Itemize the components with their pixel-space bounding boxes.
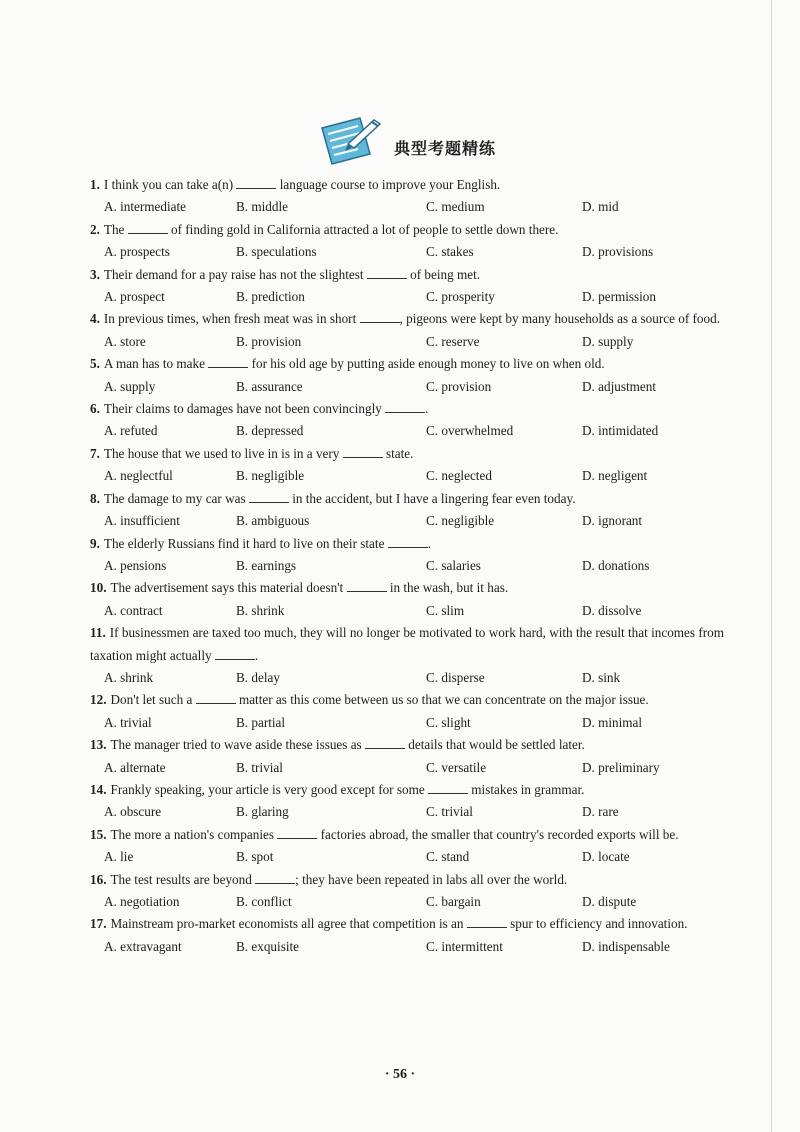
question-item [90,174,724,219]
answer-option: C. salaries [426,557,481,573]
answer-option: C. prosperity [426,289,495,305]
answer-blank [367,266,407,279]
question-text: Their demand for a pay raise has not the slightest [103,266,367,282]
answer-option: C. intermittent [426,938,503,954]
answer-blank [365,736,405,749]
question-text: in the accident, but I have a lingering fear even today. [288,490,576,506]
question-text: details that would be settled later. [405,737,585,753]
question-item [90,869,724,914]
question-item [90,779,724,824]
section-title: 典型考题精练 [393,138,496,158]
question-text: factories abroad, the smaller that country's recorded exports will be. [317,826,679,842]
question-stem [90,734,724,756]
answer-option: B. assurance [236,378,303,394]
question-text: . [425,401,429,417]
question-stem [90,219,724,241]
question-number: 1. [90,177,100,192]
question-stem [90,869,724,891]
question-stem [90,577,724,599]
question-text: Their claims to damages have not been convincingly [103,401,386,417]
question-text: A man has to make [103,356,209,372]
answer-option: D. sink [582,669,621,685]
question-text: . [254,647,259,663]
answer-blank [388,535,428,548]
answer-option: A. supply [104,378,156,394]
answer-option: D. mid [582,199,619,215]
question-number: 15. [90,826,107,842]
answer-options [90,241,724,263]
answer-option: D. dispute [582,894,637,909]
answer-option: D. preliminary [582,759,660,775]
answer-option: B. glaring [236,804,289,820]
answer-option: D. ignorant [582,513,643,529]
answer-option: D. permission [582,289,656,305]
answer-blank [385,400,425,413]
answer-blank [215,647,255,660]
answer-option: B. exquisite [236,938,300,954]
question-item [90,264,724,309]
question-number: 12. [90,692,107,708]
question-number: 17. [90,916,107,932]
answer-option: A. neglectful [104,468,173,484]
answer-blank [277,826,317,839]
question-item [90,488,724,533]
question-text: spur to efficiency and innovation. [506,916,688,932]
question-stem [90,353,724,375]
answer-options [90,286,724,308]
question-text: The more a nation's companies [110,826,278,842]
question-text: In previous times, when fresh meat was in short [103,311,360,327]
question-stem [90,824,724,846]
question-number: 8. [90,490,100,506]
answer-option: D. intimidated [582,423,659,439]
question-stem [90,779,724,801]
answer-option: A. negotiation [104,894,180,909]
question-item [90,353,724,398]
question-text: language course to improve your English. [276,177,501,192]
answer-option: D. dissolve [582,602,642,618]
answer-option: D. provisions [582,244,654,260]
answer-option: C. slight [426,714,471,730]
answer-options [90,757,724,779]
answer-option: B. prediction [236,289,305,305]
question-number: 7. [90,445,100,461]
answer-blank [343,445,383,458]
question-stem [90,488,724,510]
answer-blank [236,176,276,189]
question-stem [90,533,724,555]
answer-option: A. alternate [104,759,166,775]
question-text: I think you can take a(n) [103,177,237,192]
answer-blank [255,871,295,884]
pen-and-paper-icon [314,110,388,170]
question-text: state. [382,445,414,461]
answer-options [90,891,724,913]
question-stem [90,622,724,667]
answer-blank [128,221,168,234]
question-text: The test results are beyond [110,871,256,887]
question-number: 4. [90,311,100,327]
question-item [90,577,724,622]
question-number: 16. [90,871,107,887]
question-item [90,913,724,958]
question-item [90,219,724,264]
question-item [90,443,724,488]
answer-option: C. negligible [426,513,495,529]
question-text: of finding gold in California attracted a lot of people to settle down there. [167,221,559,237]
question-number: 14. [90,781,107,797]
answer-options [90,376,724,398]
answer-option: C. trivial [426,804,473,820]
answer-option: A. contract [104,602,163,618]
question-text: The [103,221,128,237]
question-number: 9. [90,535,100,551]
answer-option: A. pensions [104,557,167,573]
question-text: in the wash, but it has. [386,580,509,596]
question-stem [90,689,724,711]
answer-options [90,712,724,734]
question-number: 13. [90,737,107,753]
answer-option: A. refuted [104,423,158,439]
answer-options [90,420,724,442]
answer-option: B. provision [236,333,302,349]
question-number: 3. [90,266,100,282]
answer-option: A. trivial [104,714,152,730]
answer-blank [360,310,400,323]
question-text: matter as this come between us so that we can concentrate on the major issue. [235,692,649,708]
answer-option: C. bargain [426,894,481,909]
question-stem [90,264,724,286]
answer-option: D. adjustment [582,378,656,394]
answer-option: A. insufficient [104,513,180,529]
question-number: 5. [90,356,100,372]
question-text: mistakes in grammar. [468,781,585,797]
answer-options [90,801,724,823]
question-text: The manager tried to wave aside these issues as [110,737,365,753]
answer-blank [428,781,468,794]
question-text: Mainstream pro-market economists all agree that competition is an [110,916,467,932]
answer-option: D. supply [582,333,634,349]
answer-option: A. intermediate [104,199,187,215]
question-item [90,398,724,443]
answer-option: B. depressed [236,423,304,439]
question-text: of being met. [406,266,481,282]
question-number: 2. [90,221,100,237]
answer-option: B. speculations [236,244,317,260]
answer-option: B. negligible [236,468,305,484]
page-number: · 56 · [384,1067,416,1082]
answer-option: A. shrink [104,669,154,685]
question-stem [90,913,724,935]
answer-blank [249,490,289,503]
answer-option: D. donations [582,557,650,573]
answer-blank [208,355,248,368]
question-stem [90,174,724,196]
answer-options [90,600,724,622]
answer-option: D. negligent [582,468,648,484]
question-text: The elderly Russians find it hard to live on their state [103,535,388,551]
answer-blank [196,691,236,704]
answer-option: C. medium [426,199,485,215]
answer-blank [467,915,507,928]
answer-option: D. minimal [582,714,643,730]
answer-option: A. extravagant [104,938,182,954]
answer-option: B. ambiguous [236,513,310,529]
answer-option: B. trivial [236,759,283,775]
question-text: The damage to my car was [103,490,249,506]
answer-options [90,196,724,218]
answer-option: A. lie [104,849,134,865]
answer-option: B. conflict [236,894,292,909]
answer-options [90,465,724,487]
answer-option: D. rare [582,804,619,820]
question-text: If businessmen are taxed too much, they will no longer be motivated to work hard, with the result that incomes from taxation might actually [90,625,724,663]
answer-option: C. versatile [426,759,487,775]
question-item [90,734,724,779]
answer-option: A. prospect [104,289,165,305]
answer-option: C. provision [426,378,492,394]
question-text: Frankly speaking, your article is very good except for some [110,781,428,797]
answer-option: D. locate [582,849,630,865]
question-number: 11. [90,625,106,641]
answer-option: C. stand [426,849,470,865]
question-stem [90,308,724,330]
answer-option: C. overwhelmed [426,423,514,439]
question-stem [90,443,724,465]
question-text: for his old age by putting aside enough money to live on when old. [248,356,605,372]
question-number: 10. [90,580,107,596]
question-item [90,622,724,689]
answer-option: C. reserve [426,333,480,349]
question-stem [90,398,724,420]
answer-option: B. shrink [236,602,285,618]
answer-option: C. neglected [426,468,492,484]
answer-blank [347,579,387,592]
answer-option: C. stakes [426,244,474,260]
answer-option: C. slim [426,602,465,618]
question-item [90,308,724,353]
question-item [90,689,724,734]
answer-option: A. prospects [104,244,170,260]
question-item [90,533,724,578]
answer-option: C. disperse [426,669,485,685]
answer-option: B. middle [236,199,289,215]
question-number: 6. [90,401,100,417]
answer-option: B. spot [236,849,274,865]
answer-option: B. partial [236,714,286,730]
answer-options [90,510,724,532]
answer-options [90,331,724,353]
question-text: The advertisement says this material doesn't [110,580,347,596]
question-item [90,824,724,869]
answer-option: D. indispensable [582,938,670,954]
answer-options [90,936,724,958]
question-text: . [427,535,432,551]
question-text: , pigeons were kept by many households as a source of food. [399,311,720,327]
section-header [0,110,800,170]
answer-option: A. obscure [104,804,162,820]
answer-options [90,555,724,577]
question-text: The house that we used to live in is in a very [103,445,343,461]
answer-option: B. earnings [236,557,297,573]
answer-option: A. store [104,333,146,349]
question-text: Don't let such a [110,692,196,708]
question-text: ; they have been repeated in labs all over the world. [295,871,568,887]
answer-option: B. delay [236,669,280,685]
answer-options [90,846,724,868]
answer-options [90,667,724,689]
question-list [90,174,724,958]
